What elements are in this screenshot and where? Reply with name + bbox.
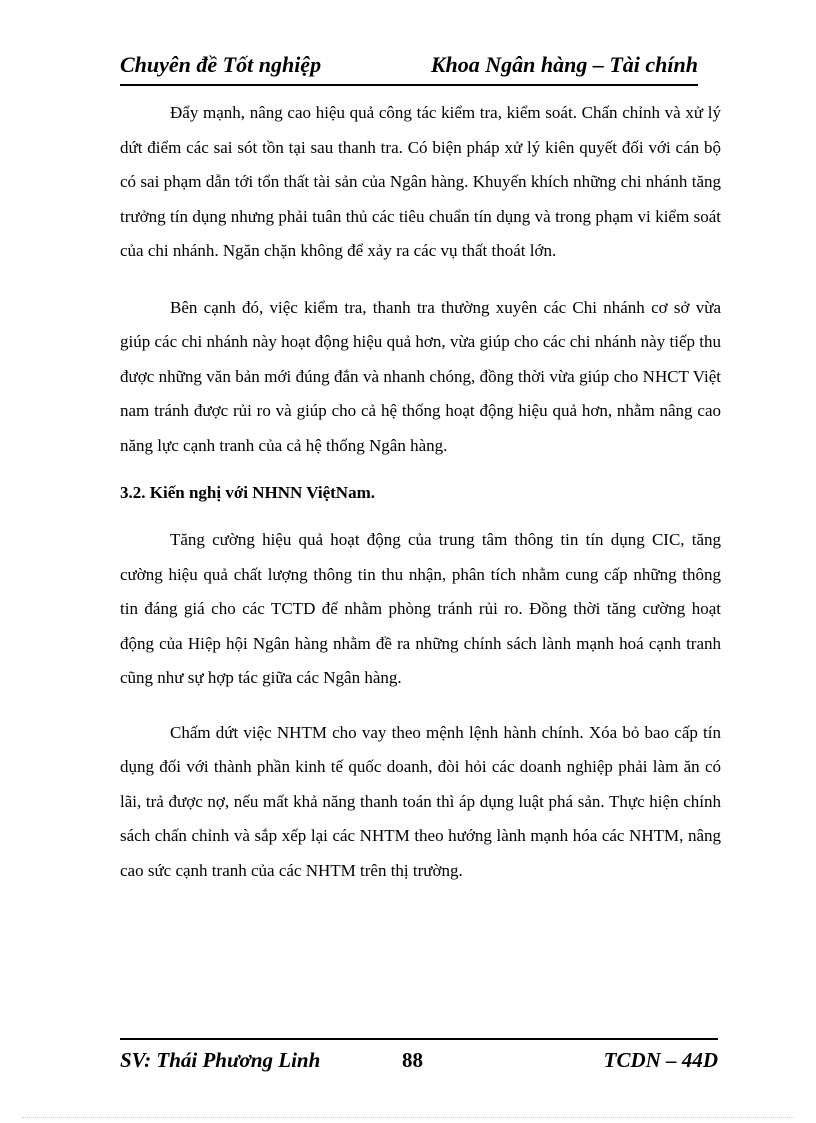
body-paragraph: Chấm dứt việc NHTM cho vay theo mệnh lệnh hành chính. Xóa bỏ bao cấp tín dụng đối với thành phần kinh tế quốc doanh, đòi hỏi các doanh nghiệp phải làm ăn có lãi, trả được nợ, nếu mất khả năng thanh toán thì áp dụng luật phá sản. Thực hiện chính sách chấn chỉnh và sắp xếp lại các NHTM theo hướng lành mạnh hóa các NHTM, nâng cao sức cạnh tranh của các NHTM trên thị trường. (120, 722, 721, 880)
body-paragraph: Đẩy mạnh, nâng cao hiệu quả công tác kiểm tra, kiểm soát. Chấn chỉnh và xử lý dứt điểm các sai sót tồn tại sau thanh tra. Có biện pháp xử lý kiên quyết đối với cán bộ có sai phạm dẫn tới tổn thất tài sản của Ngân hàng. Khuyến khích những chi nhánh tăng trưởng tín dụng nhưng phải tuân thủ các tiêu chuẩn tín dụng và trong phạm vi kiểm soát của chi nhánh. Ngăn chặn không để xảy ra các vụ thất thoát lớn. (120, 103, 721, 260)
body-paragraph: Tăng cường hiệu quả hoạt động của trung tâm thông tin tín dụng CIC, tăng cường hiệu quả chất lượng thông tin thu nhận, phân tích nhằm cung cấp những thông tin đáng giá cho các TCTD để nhằm phòng tránh rủi ro. Đồng thời tăng cường hoạt động của Hiệp hội Ngân hàng nhằm đề ra những chính sách lành mạnh hoá cạnh tranh cũng như sự hợp tác giữa các Ngân hàng. (120, 530, 721, 687)
header-faculty: Khoa Ngân hàng – Tài chính (430, 52, 698, 77)
page-header (120, 50, 698, 86)
section-heading: 3.2. Kiến nghị với NHNN ViệtNam. (120, 483, 375, 502)
page-body (120, 96, 721, 908)
footer-student-name: SV: Thái Phương Linh (120, 1048, 321, 1072)
header-thesis-title: Chuyên đề Tốt nghiệp (120, 52, 322, 77)
page-footer (120, 1038, 718, 1080)
page-edge-divider (22, 1117, 794, 1118)
footer-page-number: 88 (402, 1048, 423, 1072)
body-paragraph: Bên cạnh đó, việc kiểm tra, thanh tra thường xuyên các Chi nhánh cơ sở vừa giúp các chi nhánh này hoạt động hiệu quả hơn, vừa giúp cho các chi nhánh này tiếp thu được những văn bản mới đúng đắn và nhanh chóng, đồng thời vừa giúp cho NHCT Việt nam tránh được rủi ro và giúp cho cả hệ thống hoạt động hiệu quả hơn, nhằm nâng cao năng lực cạnh tranh của cả hệ thống Ngân hàng. (120, 297, 721, 455)
footer-class-code: TCDN – 44D (603, 1048, 718, 1072)
